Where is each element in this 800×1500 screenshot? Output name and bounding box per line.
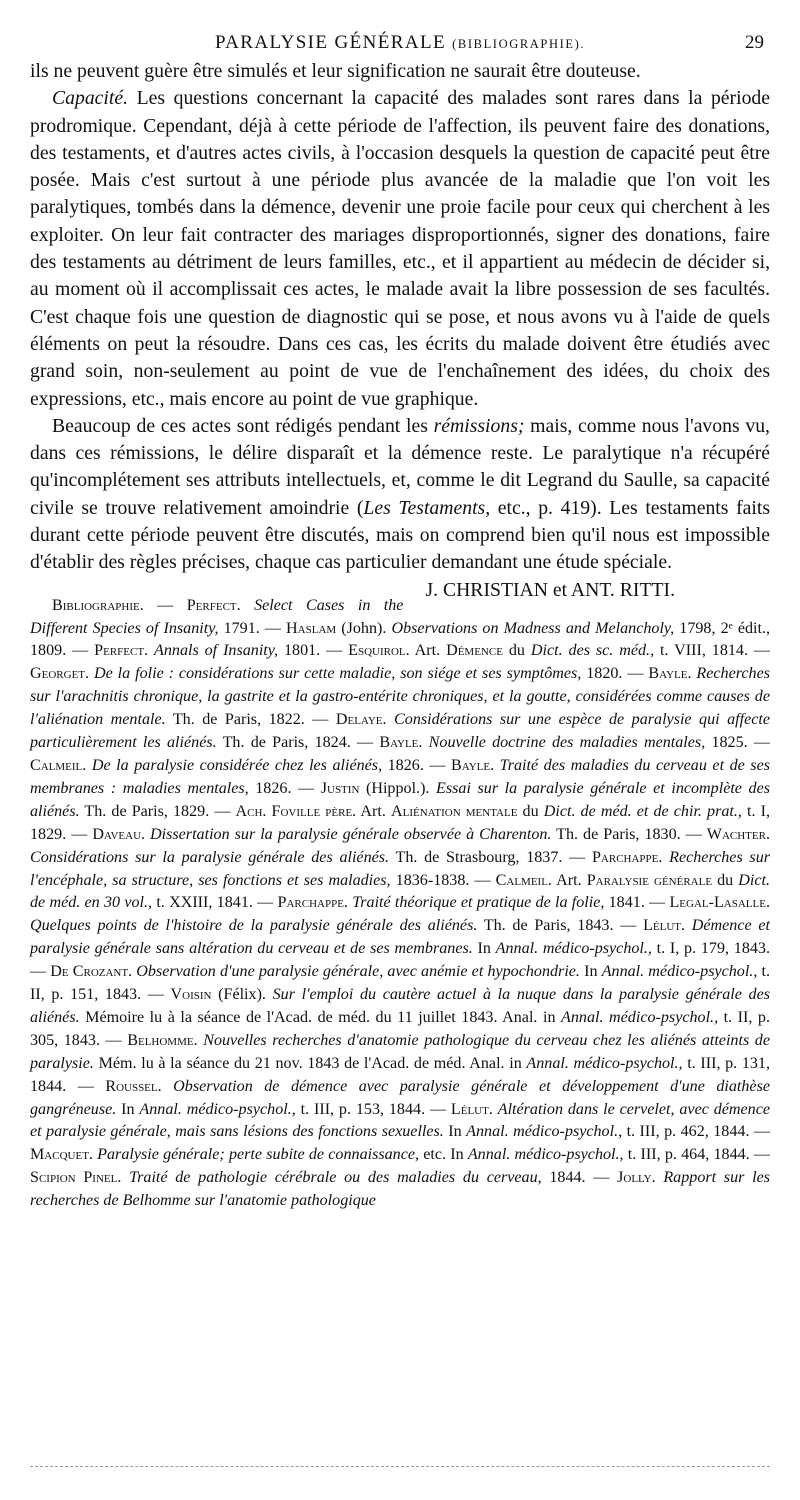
- bibliography-author: Lélut.: [450, 1100, 493, 1118]
- bibliography-text: du: [517, 802, 544, 820]
- running-title-text: PARALYSIE GÉNÉRALE: [214, 32, 447, 53]
- bibliography-title: De la folie : considérations sur cette maladie, son siége et ses symptômes,: [93, 665, 582, 683]
- emphasis-testaments: Les Testaments,: [363, 496, 491, 519]
- bibliography-author: Parchappe.: [277, 894, 348, 912]
- bibliography-text: Art.: [356, 802, 391, 820]
- bibliography-text: [121, 1169, 129, 1186]
- bibliography-title: Paralysie générale; perte subite de connaissance,: [97, 1146, 420, 1164]
- bibliography-text: etc. In: [419, 1146, 468, 1164]
- bibliography-title: Dissertation sur la paralysie générale observée à Charenton.: [150, 825, 552, 843]
- bibliography-author: Bibliographie.: [52, 596, 144, 614]
- bibliography-title: Annal. médico-psychol.,: [526, 1054, 683, 1072]
- bibliography-title: Considérations sur la paralysie générale des aliénés.: [30, 848, 390, 866]
- bibliography-title: Dict. de méd. et de chir. prat.,: [543, 802, 742, 820]
- bibliography-text: 1798, 2ᵉ édit., 1809. —: [30, 619, 770, 660]
- bibliography-text: Th. de Paris, 1830. —: [551, 825, 707, 843]
- bibliography-text: 1826. —: [382, 756, 452, 774]
- bibliography-title: Nouvelle doctrine des maladies mentales,: [428, 734, 706, 752]
- bibliography-title: Observation d'une paralysie générale, avec anémie et hypochondrie.: [136, 963, 580, 981]
- bibliography-title: Annal. médico-psychol.,: [466, 1123, 623, 1141]
- bibliography-title: Essai sur la paralysie générale et incomplète des aliénés.: [30, 779, 770, 820]
- bibliography-text: 1791. —: [218, 619, 287, 637]
- bibliography-title: Altération dans le cervelet, avec démence et paralysie générale, mais sans lésions des fonctions sexuelles.: [30, 1100, 771, 1141]
- bibliography-text: [241, 597, 254, 614]
- bibliography-author: Perfect.: [186, 596, 241, 614]
- bibliography-title: Annal. médico-psychol.,: [139, 1100, 296, 1118]
- bibliography-title: Annal. médico-psychol.,: [561, 1008, 719, 1026]
- bibliography-author: Ach. Foville père.: [235, 802, 357, 820]
- bibliography-text: t. III, p. 462, 1844. —: [622, 1123, 771, 1141]
- bibliography-author: Aliénation mentale: [391, 802, 518, 820]
- bibliography-author: Georget.: [30, 665, 90, 683]
- bibliography-text: 1825. —: [705, 734, 770, 752]
- bibliography-text: 1826. —: [248, 779, 321, 797]
- bibliography-text: Th. de Paris, 1822. —: [165, 711, 336, 729]
- bibliography-author: Legal-Lasalle.: [669, 894, 770, 912]
- paragraph-text: etc., p. 419). Les testaments faits durant cette période peuvent être discutés, mais on comprend bien qu'il nous est impossible d'établir des règles précises, chaque cas particulier demandant une étude spéciale.: [30, 496, 770, 574]
- paragraph-text: Beaucoup de ces actes sont rédigés pendant les: [52, 414, 434, 437]
- bibliography-author: Bayle.: [451, 756, 495, 774]
- bibliography-text: 1801. —: [278, 642, 349, 660]
- bibliography-text: du: [502, 642, 531, 660]
- bibliography-author: Roussel.: [105, 1077, 162, 1095]
- footer-rule: [30, 1466, 770, 1467]
- bibliography: [30, 595, 770, 1213]
- bibliography-text: t. II, p. 151, 1843. —: [30, 963, 771, 1004]
- bibliography-author: Scipion Pinel.: [30, 1169, 122, 1187]
- bibliography-text: Th. de Paris, 1824. —: [216, 734, 380, 752]
- bibliography-author: Justin: [320, 779, 360, 797]
- bibliography-text: t. III, p. 131, 1844. —: [30, 1054, 770, 1095]
- bibliography-title: Nouvelles recherches d'anatomie pathologique du cerveau chez les aliénés atteints de paralysie.: [30, 1031, 770, 1072]
- bibliography-title: Traité de pathologie cérébrale ou des maladies du cerveau,: [129, 1169, 542, 1187]
- paragraph-capacite-text: Les questions concernant la capacité des malades sont rares dans la période prodromique. Cependant, déjà à cette période de l'affection, ils peuvent faire des donations, des testaments, et d'autres actes civils, à l'occasion desquels la question de capacité peut être posée. Mais c'est surtout à une période plus avancée de la maladie que l'on voit les paralytiques, tombés dans la démence, devenir une proie facile pour ceux qui cherchent à les exploiter. On leur fait contracter des mariages disproportionnés, signer des donations, faire des testaments au détriment de leurs familles, etc., et il appartient au médecin de décider si, au moment où il accomplissait ces actes, le malade avait la libre possession de ses facultés. C'est chaque fois une question de diagnostic qui se pose, et nous avons vu à l'aide de quels éléments on peut la résoudre. Dans ces cas, les écrits du malade doivent être étudiés avec grand soin, non-seulement au point de vue de l'enchaînement des idées, du choix des expressions, etc., mais encore au point de vue graphique.: [30, 87, 770, 410]
- bibliography-title: Recherches sur l'encéphale, sa structure, ses fonctions et ses maladies,: [30, 848, 771, 889]
- bibliography-text: In: [579, 963, 602, 981]
- bibliography-text: [685, 917, 692, 934]
- bibliography-text: (Hippol.).: [359, 779, 437, 797]
- running-title: [30, 32, 770, 54]
- bibliography-author: De Crozant.: [50, 963, 133, 981]
- bibliography-author: Esquirol.: [348, 642, 410, 660]
- bibliography-text: t. I, 1829. —: [30, 802, 770, 843]
- bibliography-text: t. I, p. 179, 1843. —: [30, 940, 771, 981]
- bibliography-text: —: [143, 596, 187, 614]
- bibliography-title: Traité des maladies du cerveau et de ses membranes : maladies mentales,: [30, 756, 770, 797]
- bibliography-text: 1844. —: [541, 1169, 618, 1187]
- bibliography-author: Bayle.: [379, 734, 423, 752]
- bibliography-text: t. VIII, 1814. —: [654, 642, 771, 660]
- bibliography-author: Voisin: [170, 986, 212, 1004]
- bibliography-text: In: [116, 1100, 140, 1118]
- page-header: [30, 32, 770, 58]
- bibliography-text: 1836-1838. —: [390, 871, 496, 889]
- bibliography-text: Th. de Paris, 1829. —: [79, 802, 236, 820]
- bibliography-author: Jolly.: [617, 1169, 656, 1187]
- bibliography-text: [162, 1078, 174, 1095]
- bibliography-title: Select Cases in the Different Species of Insanity,: [30, 596, 404, 637]
- bibliography-text: t. III, p. 464, 1844. —: [623, 1146, 770, 1164]
- bibliography-text: Art.: [409, 642, 447, 660]
- author-signature: J. CHRISTIAN et ANT. RITTI.: [425, 578, 675, 601]
- bibliography-title: Annal. médico-psychol.,: [467, 1146, 624, 1164]
- bibliography-title: Observations on Madness and Melancholy,: [391, 619, 675, 637]
- paragraph-remissions: [30, 413, 770, 601]
- bibliography-author: Wachter.: [706, 825, 770, 843]
- bibliography-text: t. XXIII, 1841. —: [152, 894, 278, 912]
- bibliography-text: 1841. —: [604, 894, 670, 912]
- bibliography-author: Daveau.: [92, 825, 146, 843]
- bibliography-author: Perfect.: [94, 642, 149, 660]
- bibliography-title: Quelques points de l'histoire de la paralysie générale des aliénés.: [30, 917, 478, 935]
- bibliography-title: Considérations sur une espèce de paralysie qui affecte particulièrement les aliénés.: [30, 711, 770, 752]
- main-text: [30, 58, 770, 601]
- section-heading-capacite: Capacité.: [52, 87, 129, 110]
- bibliography-title: Recherches sur l'arachnitis chronique, la gastrite et la gastro-entérite chroniques, et la goutte, considérées comme causes de l'aliénation mentale.: [30, 665, 770, 729]
- bibliography-author: Démence: [446, 642, 503, 660]
- bibliography-author: Belhomme.: [127, 1031, 198, 1049]
- bibliography-title: Sur l'emploi du cautère actuel à la nuque dans la paralysie générale des aliénés.: [30, 986, 770, 1026]
- bibliography-text: (John).: [336, 619, 392, 637]
- paragraph-text: mais, comme nous l'avons vu, dans ces rémissions, le délire disparaît et la démence reste. Le paralytique n'a récupéré qu'incomplétement ses attributs intellectuels, et, comme le dit Legrand du Saulle, sa capacité civile se trouve relativement amoindrie (: [30, 414, 770, 519]
- emphasis-remissions: rémissions;: [433, 414, 525, 437]
- bibliography-title: Dict. de méd. en 30 vol.,: [30, 871, 771, 912]
- bibliography-text: t. II, p. 305, 1843. —: [30, 1008, 770, 1049]
- bibliography-text: Art.: [551, 871, 587, 889]
- bibliography-title: De la paralysie considérée chez les aliénés,: [91, 756, 383, 774]
- bibliography-title: Annal. médico-psychol.,: [601, 963, 758, 981]
- bibliography-text: [387, 711, 394, 728]
- bibliography-text: Mémoire lu à la séance de l'Acad. de méd. du 11 juillet 1843. Anal. in: [79, 1008, 562, 1026]
- paragraph-capacite: [30, 85, 770, 413]
- bibliography-text: In: [472, 940, 496, 958]
- bibliography-text: In: [443, 1123, 467, 1141]
- bibliography-text: Mém. lu à la séance du 21 nov. 1843 de l'Acad. de méd. Anal. in: [93, 1054, 527, 1072]
- bibliography-title: Annals of Insanity,: [154, 642, 279, 660]
- bibliography-title: Rapport sur les recherches de Belhomme sur l'anatomie pathologique: [30, 1169, 770, 1210]
- page-number: 29: [745, 32, 764, 53]
- bibliography-title: Dict. des sc. méd.,: [530, 642, 655, 660]
- bibliography-title: Observation de démence avec paralysie générale et développement d'une diathèse gangréneuse.: [30, 1077, 770, 1118]
- paragraph-continuation: ils ne peuvent guère être simulés et leur signification ne saurait être douteuse.: [30, 60, 641, 82]
- bibliography-text: 1820. —: [581, 665, 649, 683]
- bibliography-author: Lélut.: [643, 917, 686, 935]
- running-subtitle: (BIBLIOGRAPHIE).: [452, 37, 586, 51]
- bibliography-text: Th. de Strasbourg, 1837. —: [389, 848, 592, 866]
- bibliography-author: Paralysie générale: [586, 871, 713, 889]
- bibliography-title: Annal. médico-psychol.,: [495, 940, 652, 958]
- bibliography-author: Bayle.: [648, 665, 692, 683]
- bibliography-author: Macquet.: [30, 1146, 93, 1164]
- bibliography-author: Haslam: [286, 619, 337, 637]
- bibliography-title: Démence et paralysie générale sans altération du cerveau et de ses membranes.: [30, 917, 770, 958]
- bibliography-author: Delaye.: [335, 711, 387, 729]
- bibliography-text: Th. de Paris, 1843. —: [477, 917, 644, 935]
- bibliography-text: (Félix).: [211, 986, 273, 1004]
- bibliography-title: Traité théorique et pratique de la folie,: [352, 894, 605, 912]
- bibliography-text: du: [712, 871, 739, 889]
- bibliography-author: Parchappe.: [591, 848, 663, 866]
- bibliography-text: t. III, p. 153, 1844. —: [295, 1100, 451, 1118]
- bibliography-author: Calmeil.: [30, 756, 87, 774]
- bibliography-author: Calmeil.: [495, 871, 552, 889]
